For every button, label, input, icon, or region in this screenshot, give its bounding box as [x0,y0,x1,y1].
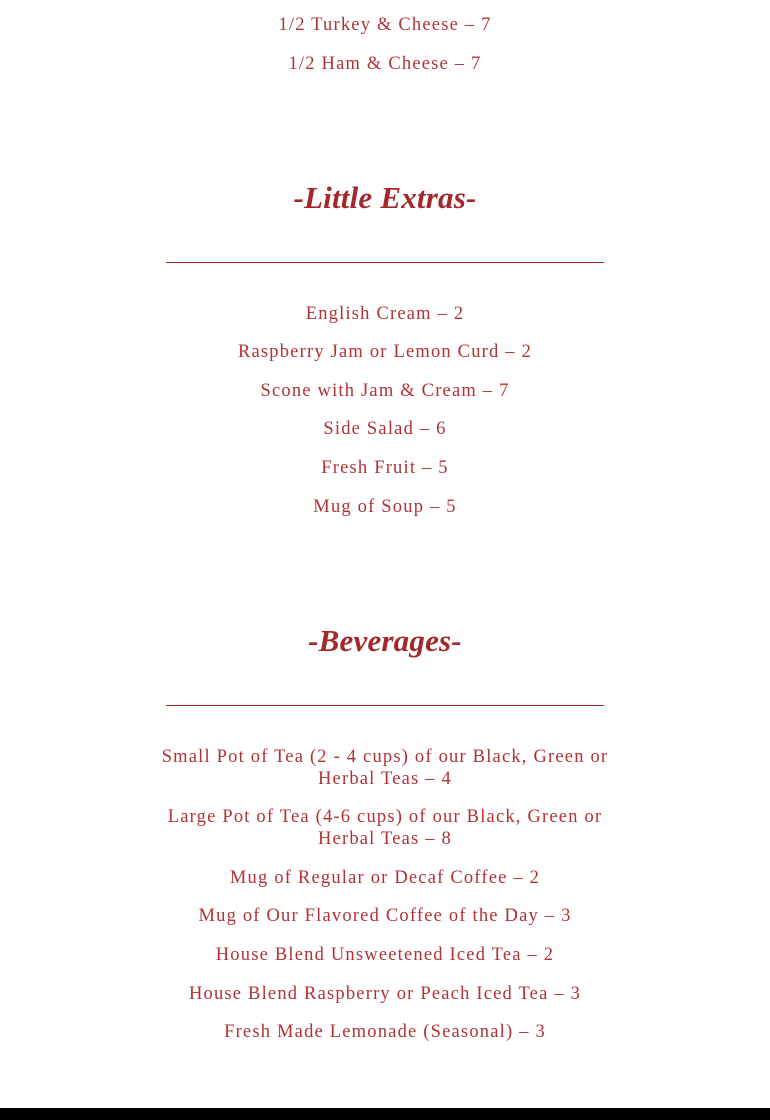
menu-item-large-pot-tea: Large Pot of Tea (4-6 cups) of our Black, Green or Herbal Teas – 8 [167,807,603,849]
section-divider [166,262,604,263]
menu-item-turkey-cheese: 1/2 Turkey & Cheese – 7 [278,15,492,35]
menu-item-side-salad: Side Salad – 6 [323,419,447,439]
menu-item-jam-curd: Raspberry Jam or Lemon Curd – 2 [237,342,533,362]
menu-item-mug-soup: Mug of Soup – 5 [313,497,457,517]
menu-item-lemonade: Fresh Made Lemonade (Seasonal) – 3 [224,1022,546,1042]
menu-item-scone: Scone with Jam & Cream – 7 [260,381,510,401]
menu-item-flavored-iced-tea: House Blend Raspberry or Peach Iced Tea – 3 [188,984,582,1004]
menu-item-unsweetened-iced-tea: House Blend Unsweetened Iced Tea – 2 [215,945,555,965]
menu-item-regular-coffee: Mug of Regular or Decaf Coffee – 2 [229,868,541,888]
menu-item-small-pot-tea: Small Pot of Tea (2 - 4 cups) of our Black, Green or Herbal Teas – 4 [161,747,609,789]
section-heading-beverages: -Beverages- [308,623,462,658]
section-heading-little-extras: -Little Extras- [293,180,477,215]
menu-item-fresh-fruit: Fresh Fruit – 5 [321,458,449,478]
menu-item-english-cream: English Cream – 2 [305,304,465,324]
menu-item-ham-cheese: 1/2 Ham & Cheese – 7 [288,54,482,74]
section-divider [166,705,604,706]
menu-item-flavored-coffee: Mug of Our Flavored Coffee of the Day – 3 [198,906,572,926]
footer-bar [0,1108,770,1120]
